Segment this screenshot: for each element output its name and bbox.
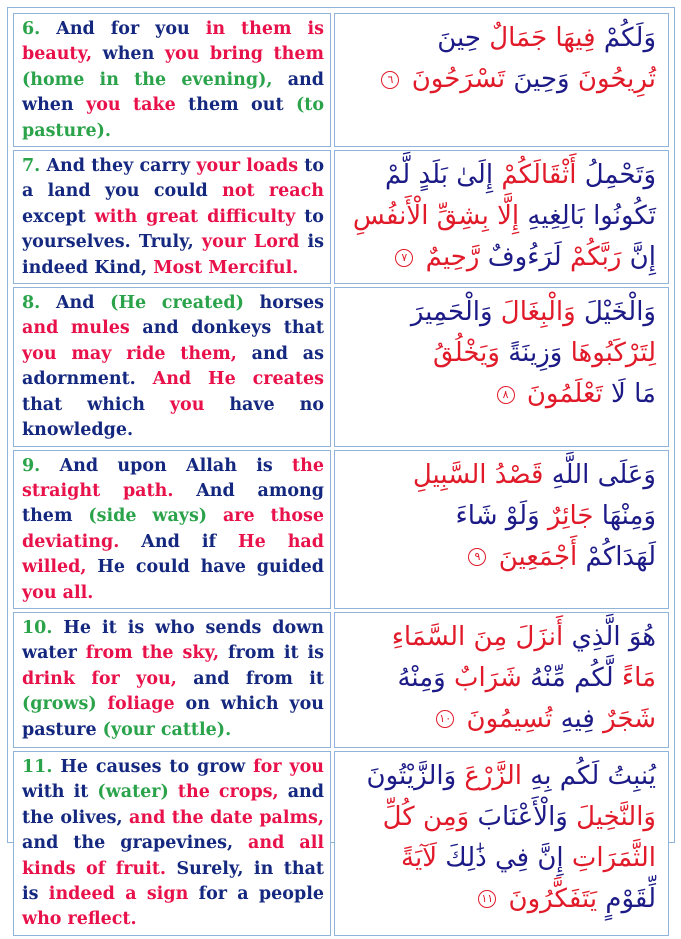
arabic-segment: وَلَكُمْ bbox=[603, 23, 656, 53]
arabic-segment: يُنبِتُ لَكُم بِهِ bbox=[530, 760, 656, 791]
arabic-segment: قَصْدُ السَّبِيلِ bbox=[412, 459, 552, 490]
arabic-line bbox=[343, 658, 656, 699]
translation-segment: (He created) bbox=[94, 293, 244, 314]
translation-segment: that which bbox=[22, 394, 145, 415]
arabic-segment: مَا لَا bbox=[611, 379, 656, 410]
translation-segment: to a land you could bbox=[22, 156, 324, 202]
arabic-line bbox=[343, 699, 656, 740]
arabic-segment: تَسْرَحُونَ bbox=[411, 64, 514, 94]
arabic-segment: أَجْمَعِينَ bbox=[498, 541, 586, 572]
arabic-segment: شَرَابٌ bbox=[453, 662, 531, 693]
translation-segment: with it bbox=[22, 782, 89, 803]
arabic-line bbox=[343, 18, 656, 59]
arabic-line bbox=[343, 879, 656, 920]
translation-segment: and when bbox=[22, 69, 324, 116]
translation-segment: except bbox=[22, 206, 86, 227]
verse-end-marker: ١١ bbox=[478, 890, 496, 908]
arabic-segment: جَائِرٌ bbox=[547, 500, 602, 531]
arabic-line bbox=[343, 797, 656, 838]
english-translation-cell bbox=[13, 612, 331, 748]
translation-segment: who sends down water bbox=[22, 617, 324, 664]
english-translation-cell bbox=[13, 751, 331, 936]
english-translation-cell bbox=[13, 13, 331, 147]
verse-table-body bbox=[13, 13, 669, 936]
translation-segment: to yourselves. Truly, bbox=[22, 206, 324, 253]
translation-segment: your Lord bbox=[193, 232, 300, 253]
arabic-segment: وَالْأَعْنَابَ bbox=[477, 801, 577, 832]
translation-segment: And bbox=[40, 293, 95, 314]
translation-segment: He it is bbox=[52, 617, 145, 638]
arabic-segment: أَثْقَالَكُمْ bbox=[501, 160, 585, 191]
translation-segment: you bbox=[144, 394, 205, 415]
translation-segment: and mules bbox=[22, 318, 130, 339]
arabic-segment: يَتَفَكَّرُونَ bbox=[508, 883, 606, 914]
translation-segment: (side ways) bbox=[72, 506, 208, 527]
arabic-segment: رَّحِيمٌ bbox=[425, 242, 488, 273]
arabic-line bbox=[343, 838, 656, 879]
verse-row bbox=[13, 150, 669, 284]
arabic-text-cell bbox=[334, 450, 669, 609]
translation-segment: and the date palms, bbox=[122, 807, 325, 828]
translation-segment: you may ride them, bbox=[22, 343, 237, 364]
translation-segment: (your cattle). bbox=[96, 719, 232, 740]
translation-segment: (home in the evening), bbox=[22, 69, 273, 90]
arabic-segment: إِلَىٰ بَلَدٍ لَّمْ bbox=[384, 160, 502, 191]
translation-segment: are those deviating. bbox=[22, 506, 325, 552]
translation-segment: (to pasture). bbox=[22, 95, 324, 141]
translation-segment: for a people bbox=[188, 883, 324, 904]
translation-segment: your loads bbox=[190, 156, 299, 177]
arabic-segment: مَاءً bbox=[621, 662, 656, 693]
translation-segment: you take bbox=[73, 95, 176, 116]
arabic-segment: وَمِن كُلِّ bbox=[382, 801, 478, 832]
arabic-line bbox=[343, 756, 656, 797]
verse-end-marker: ٧ bbox=[395, 249, 413, 267]
english-translation-cell bbox=[13, 150, 331, 284]
arabic-segment: وَمِنْهَا bbox=[601, 500, 656, 531]
translation-segment: and from it bbox=[176, 668, 324, 689]
arabic-text-cell bbox=[334, 751, 669, 936]
translation-segment: He causes to grow bbox=[52, 756, 246, 777]
arabic-segment: هُوَ الَّذِي bbox=[571, 621, 656, 652]
arabic-line bbox=[343, 374, 656, 415]
arabic-segment: وَالنَّخِيلَ bbox=[576, 801, 656, 832]
arabic-line bbox=[343, 237, 656, 278]
arabic-segment: شَجَرٌ bbox=[603, 703, 656, 734]
arabic-line bbox=[343, 617, 656, 658]
arabic-segment: وَتَحْمِلُ bbox=[584, 160, 656, 191]
verse-row bbox=[13, 612, 669, 748]
arabic-segment: وَالزَّيْتُونَ bbox=[366, 760, 465, 791]
arabic-line bbox=[343, 455, 656, 496]
arabic-segment: إِلَّا بِشِقِّ الْأَنفُسِ bbox=[352, 201, 528, 232]
arabic-line bbox=[343, 537, 656, 578]
arabic-segment: وَعَلَى اللَّهِ bbox=[551, 459, 656, 490]
translation-segment: you bring them bbox=[154, 44, 324, 65]
translation-segment: And among them bbox=[22, 480, 324, 527]
arabic-segment: تَكُونُوا بَالِغِيهِ bbox=[527, 201, 656, 232]
translation-segment: when bbox=[92, 44, 155, 65]
translation-segment: on which you pasture bbox=[22, 694, 324, 740]
verse-number: 10. bbox=[22, 617, 53, 638]
arabic-segment: لَرَءُوفٌ bbox=[487, 242, 570, 273]
translation-segment: not reach bbox=[207, 181, 324, 202]
translation-segment: from it is bbox=[219, 643, 324, 664]
arabic-segment: تَعْلَمُونَ bbox=[526, 379, 612, 410]
arabic-segment: وَالْبِغَالَ bbox=[500, 297, 584, 328]
verse-row bbox=[13, 13, 669, 147]
arabic-segment: إِنَّ فِي ذَٰلِكَ bbox=[445, 842, 572, 873]
translation-segment: (water) bbox=[88, 782, 169, 803]
translation-segment: and the grapevines, bbox=[22, 833, 234, 854]
arabic-segment: لِتَرْكَبُوهَا bbox=[570, 338, 656, 369]
arabic-line bbox=[343, 333, 656, 374]
translation-segment: Most Merciful. bbox=[147, 257, 299, 278]
arabic-line bbox=[343, 292, 656, 333]
arabic-segment: رَبَّكُمْ bbox=[569, 242, 630, 273]
arabic-text-cell bbox=[334, 13, 669, 147]
arabic-segment: الزَّرْعَ bbox=[464, 760, 531, 791]
translation-segment: drink for you, bbox=[22, 668, 177, 689]
translation-segment: who reflect. bbox=[22, 909, 137, 930]
verse-end-marker: ٩ bbox=[468, 548, 486, 566]
arabic-segment: لَهَدَاكُمْ bbox=[585, 541, 656, 572]
arabic-segment: وَلَوْ شَاءَ bbox=[455, 500, 548, 531]
arabic-segment: لِّقَوْمٍ bbox=[605, 883, 656, 914]
translation-segment: and as adornment. bbox=[22, 343, 324, 390]
arabic-segment: تُرِيحُونَ bbox=[577, 64, 656, 94]
verse-number: 8. bbox=[22, 293, 41, 314]
arabic-segment: فِيهَا جَمَالٌ bbox=[489, 23, 604, 53]
english-translation-cell bbox=[13, 450, 331, 609]
translation-segment: in them is beauty, bbox=[22, 19, 324, 65]
translation-segment: the crops, bbox=[168, 782, 279, 803]
translation-segment: And if bbox=[119, 531, 217, 552]
english-translation-cell bbox=[13, 287, 331, 446]
translation-segment: for you bbox=[245, 756, 324, 777]
translation-segment: them out bbox=[175, 95, 284, 116]
arabic-line bbox=[343, 496, 656, 537]
translation-segment: you all. bbox=[22, 582, 94, 603]
arabic-segment: لَآيَةً bbox=[401, 842, 446, 873]
verse-row bbox=[13, 751, 669, 936]
arabic-line bbox=[343, 155, 656, 196]
translation-segment: And upon Allah is bbox=[40, 455, 273, 476]
arabic-segment: إِنَّ bbox=[629, 242, 656, 273]
verse-end-marker: ١٠ bbox=[436, 710, 454, 728]
arabic-segment: وَحِينَ bbox=[513, 64, 578, 94]
verse-end-marker: ٦ bbox=[381, 71, 399, 89]
arabic-segment: وَالْحَمِيرَ bbox=[410, 297, 501, 328]
translation-segment: He could have guided bbox=[86, 557, 324, 578]
translation-segment: (grows) bbox=[22, 694, 97, 715]
verse-table-frame bbox=[7, 7, 675, 930]
arabic-segment: وَيَخْلُقُ bbox=[433, 338, 509, 369]
verse-number: 6. bbox=[22, 19, 41, 39]
arabic-segment: تُسِيمُونَ bbox=[466, 703, 561, 734]
verse-table bbox=[10, 10, 672, 939]
translation-segment: and donkeys that bbox=[129, 318, 324, 339]
translation-segment: Surely, in that is bbox=[22, 858, 324, 904]
verse-number: 7. bbox=[22, 156, 41, 177]
translation-segment: and all kinds of fruit. bbox=[22, 833, 324, 879]
verse-row bbox=[13, 450, 669, 609]
arabic-segment: وَزِينَةً bbox=[508, 338, 571, 369]
translation-segment: And they carry bbox=[40, 156, 191, 177]
arabic-text-cell bbox=[334, 287, 669, 446]
arabic-segment: فِيهِ bbox=[560, 703, 604, 734]
verse-number: 9. bbox=[22, 455, 41, 476]
arabic-segment: وَالْخَيْلَ bbox=[583, 297, 656, 328]
arabic-line bbox=[343, 59, 656, 100]
arabic-segment: أَنزَلَ مِنَ السَّمَاءِ bbox=[391, 621, 572, 652]
verse-number: 11. bbox=[22, 756, 53, 777]
arabic-segment: وَمِنْهُ bbox=[397, 662, 454, 693]
translation-segment: from the sky, bbox=[76, 643, 220, 664]
translation-segment: the straight path. bbox=[22, 455, 324, 501]
arabic-segment: لَّكُم مِّنْهُ bbox=[530, 662, 622, 693]
translation-segment: is indeed Kind, bbox=[22, 232, 324, 278]
translation-segment: and the olives, bbox=[22, 782, 324, 828]
translation-segment: And for you bbox=[40, 19, 190, 39]
arabic-segment: الثَّمَرَاتِ bbox=[571, 842, 656, 873]
translation-segment: foliage bbox=[96, 694, 175, 715]
verse-row bbox=[13, 287, 669, 446]
arabic-segment: حِينَ bbox=[437, 23, 490, 53]
translation-segment: indeed a sign bbox=[38, 883, 189, 904]
translation-segment: And He creates bbox=[135, 369, 324, 390]
arabic-text-cell bbox=[334, 612, 669, 748]
arabic-line bbox=[343, 196, 656, 237]
translation-segment: He had willed, bbox=[22, 531, 324, 578]
verse-end-marker: ٨ bbox=[497, 386, 515, 404]
translation-segment: horses bbox=[243, 293, 324, 314]
arabic-text-cell bbox=[334, 150, 669, 284]
translation-segment: with great difficulty bbox=[85, 206, 296, 227]
translation-segment: have no knowledge. bbox=[22, 394, 324, 441]
